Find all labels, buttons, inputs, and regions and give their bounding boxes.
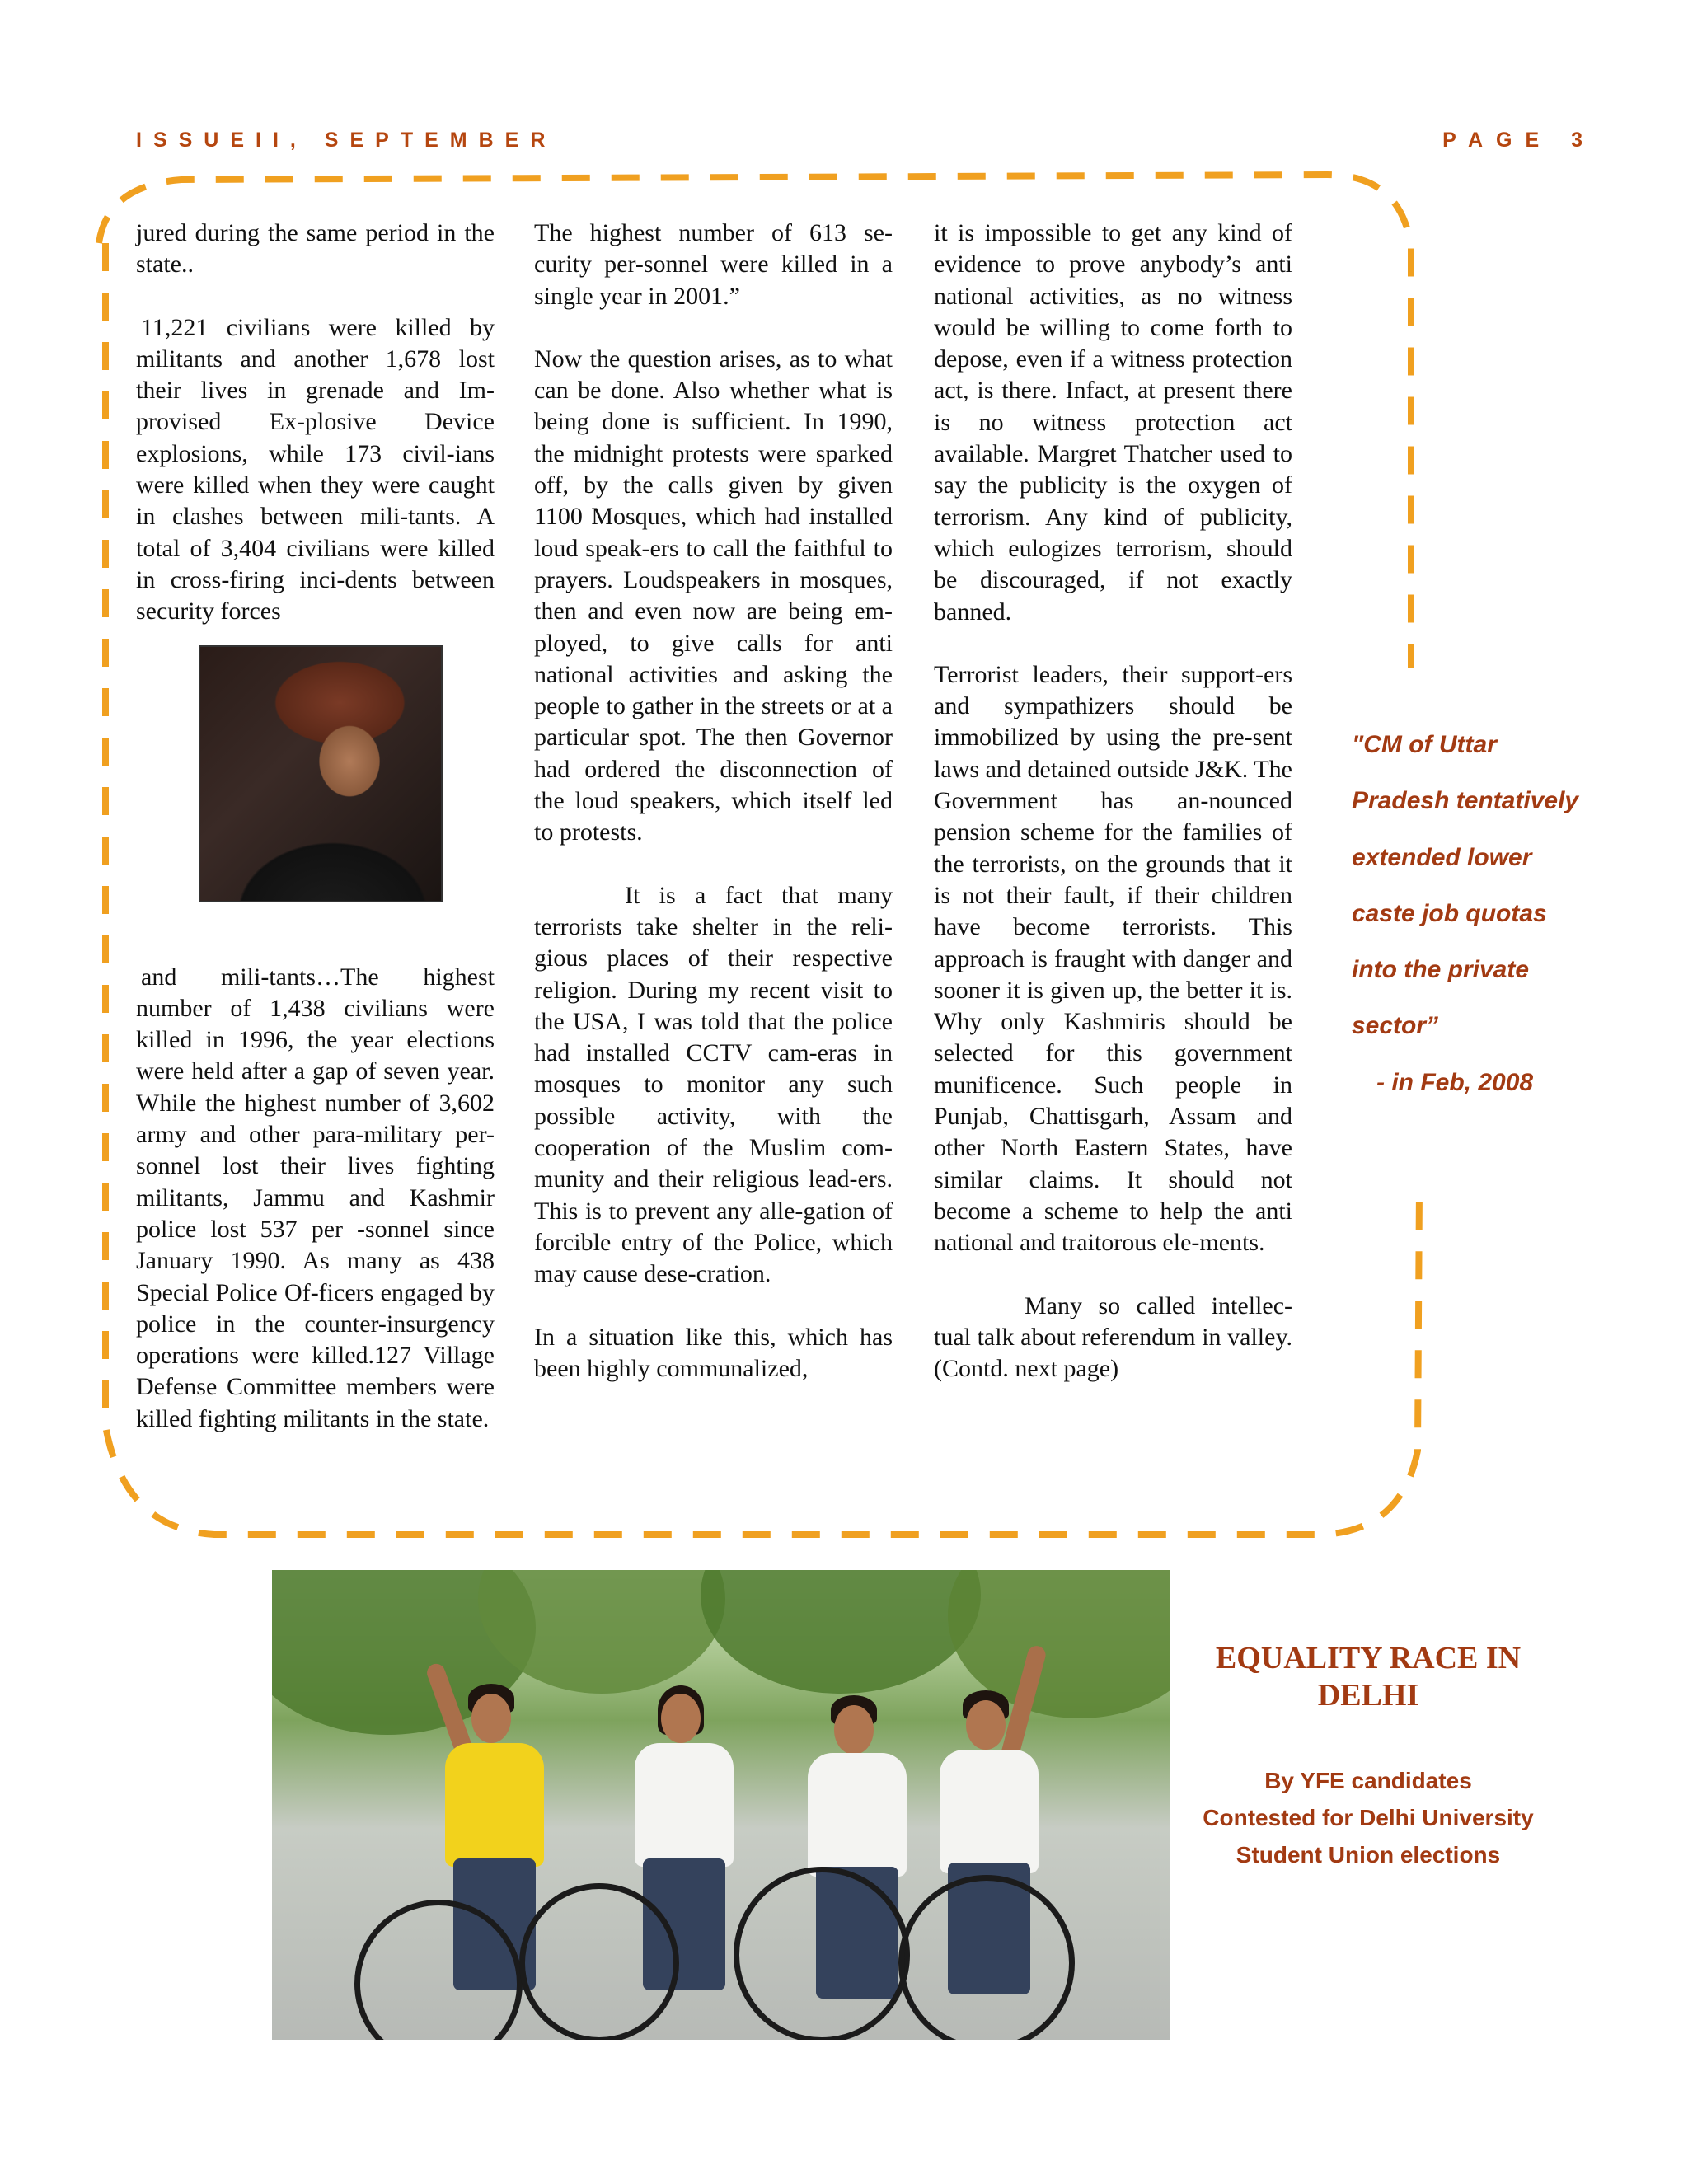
feature-title: EQUALITY RACE IN DELHI	[1215, 1641, 1522, 1713]
portrait-photo	[199, 645, 443, 902]
issue-label: ISSUEII, SEPTEMBER	[136, 129, 557, 152]
feature-line-3: Student Union elections	[1236, 1842, 1501, 1868]
pull-quote-attribution: - in Feb, 2008	[1376, 1068, 1534, 1096]
equality-race-photo	[272, 1570, 1170, 2040]
paragraph: and mili-tants…The highest number of 1,438 civilians were killed in 1996, the year elections were held after a gap of seven year. While the highest number of 3,602 army and other para-military per-sonnel lost their lives fighting militants, Jammu and Kashmir police lost 537 per -sonnel since January 1990. As many as 438 Special Police Of-ficers engaged by police in the counter-insurgency operations were killed.127 Village Defense Committee members were killed fighting militants in the state.	[136, 963, 495, 1432]
paragraph: Terrorist leaders, their support-ers and sympathizers should be immobilized by using the pre-sent laws and detained outside J&K. The Government has an-nounced pension scheme for the families of the terrorists, on the grounds that it is not their fault, if their children have become terrorists. This approach is fraught with danger and sooner it is given up, the better it is. Why only Kashmiris should be selected for this government munificence. Such people in Punjab, Chattisgarh, Assam and other North Eastern States, have similar claims. It should not become a scheme to help the anti national and traitorous ele-ments.	[934, 660, 1292, 1257]
feature-credits	[1179, 1762, 1558, 1873]
pull-quote-text: "CM of Uttar Pradesh tentatively extended lower caste job quotas into the private sector”	[1352, 731, 1579, 1040]
article-column-2	[534, 218, 893, 1385]
paragraph: it is impossible to get any kind of evidence to prove anybody’s anti national activities, as no witness would be willing to come forth to depose, even if a witness protection act, is there. Infact, at present there is no witness protection act available. Margret Thatcher used to say the publicity is the oxygen of terrorism. Any kind of publicity, which eulogizes terrorism, should be discouraged, if not exactly banned.	[934, 219, 1292, 626]
paragraph: 11,221 civilians were killed by militants and another 1,678 lost their lives in grenade and Im-provised Ex-plosive Device explosions, while 173 civil-ians were killed when they were caught in clashes between mili-tants. A total of 3,404 civilians were killed in cross-firing inci-dents between security forces	[136, 313, 495, 626]
page-number: PAGE 3	[1442, 129, 1596, 152]
paragraph: jured during the same period in the state..	[136, 219, 495, 279]
paragraph: In a situation like this, which has been highly communalized,	[534, 1323, 893, 1382]
paragraph: It is a fact that many terrorists take shelter in the reli-gious places of their respective religion. During my recent visit to the USA, I was told that the police had installed CCTV cam-eras in mosques to monitor any such possible activity, with the cooperation of the Muslim com-munity and their religious lead-ers. This is to prevent any alle-gation of forcible entry of the Police, which may cause dese-cration.	[534, 881, 893, 1288]
feature-line-2: Contested for Delhi University	[1203, 1805, 1534, 1830]
paragraph: Many so called intellec-tual talk about referendum in valley. (Contd. next page)	[934, 1291, 1292, 1383]
pull-quote	[1352, 717, 1582, 1111]
paragraph: Now the question arises, as to what can be done. Also whether what is being done is sufficient. In 1990, the midnight protests were sparked off, by the calls given by given 1100 Mosques, which had installed loud speak-ers to call the faithful to prayers. Loudspeakers in mosques, then and even now are being em-ployed, to give calls for anti national activities and asking the people to gather in the streets or at a particular spot. The then Governor had ordered the disconnection of the loud speakers, which itself led to protests.	[534, 344, 893, 846]
article-column-3	[934, 218, 1292, 1385]
paragraph: The highest number of 613 se-curity per-sonnel were killed in a single year in 2001.”	[534, 219, 893, 310]
feature-byline: By YFE candidates	[1264, 1768, 1472, 1793]
